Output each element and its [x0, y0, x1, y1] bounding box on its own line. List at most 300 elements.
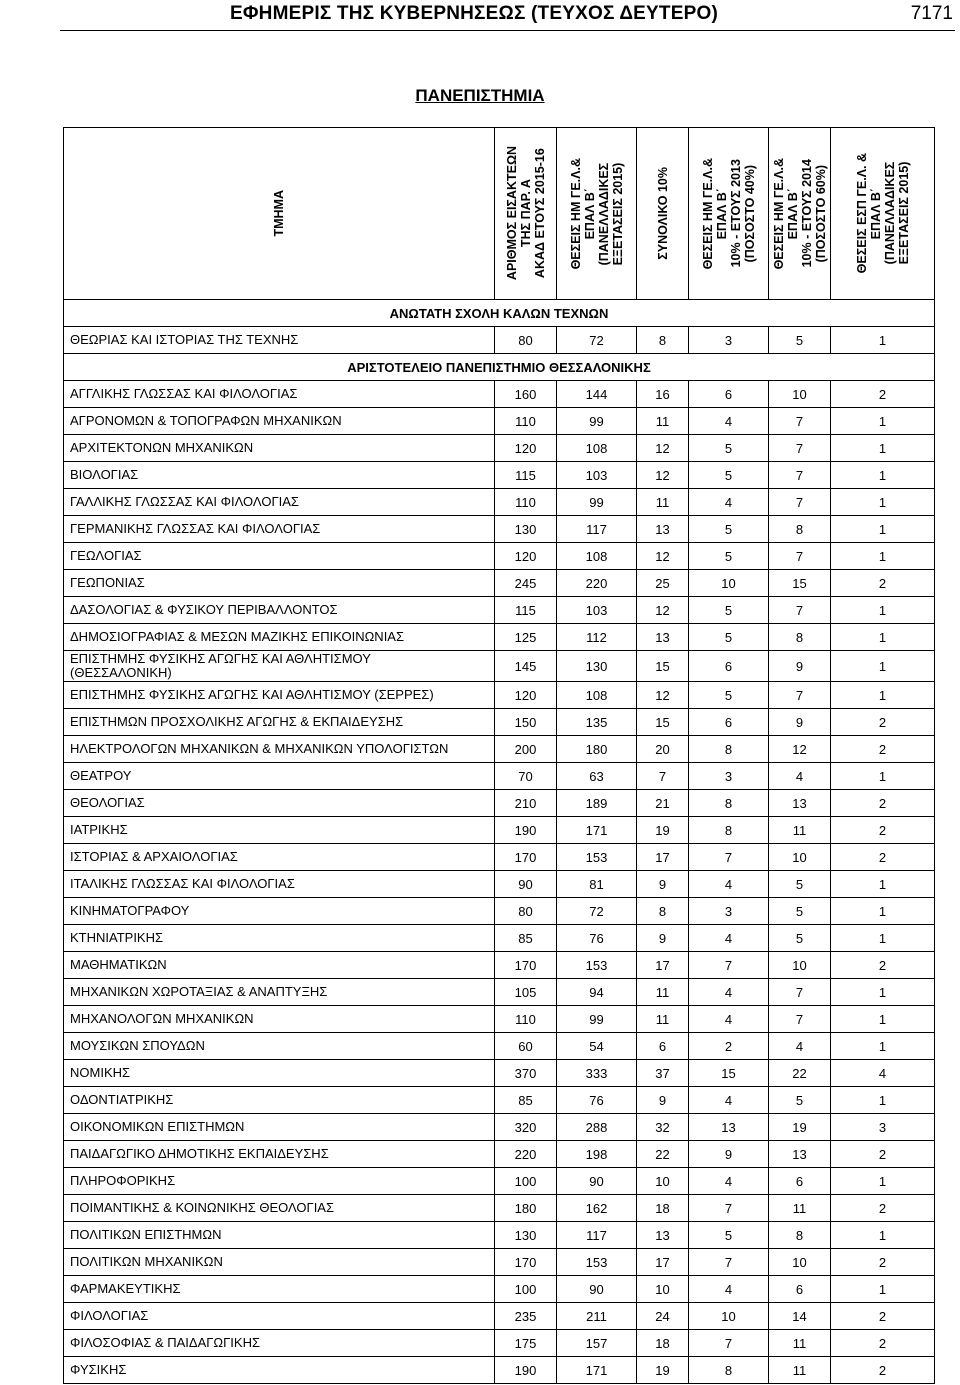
value-cell: 135 — [557, 709, 637, 736]
value-cell: 115 — [495, 597, 557, 624]
column-header-admissions — [495, 128, 557, 300]
table-row — [64, 1006, 935, 1033]
value-cell: 80 — [495, 898, 557, 925]
value-cell: 15 — [637, 651, 689, 682]
value-cell: 333 — [557, 1060, 637, 1087]
department-name: ΟΔΟΝΤΙΑΤΡΙΚΗΣ — [64, 1087, 495, 1114]
gazette-title: ΕΦΗΜΕΡΙΣ ΤΗΣ ΚΥΒΕΡΝΗΣΕΩΣ (ΤΕΥΧΟΣ ΔΕΥΤΕΡΟ) — [230, 3, 718, 24]
table-row — [64, 844, 935, 871]
column-header-line: ΕΠΑΛ Β΄ — [868, 187, 883, 240]
department-name: ΕΠΙΣΤΗΜΗΣ ΦΥΣΙΚΗΣ ΑΓΩΓΗΣ ΚΑΙ ΑΘΛΗΤΙΣΜΟΥ (ΣΕΡΡΕΣ) — [64, 682, 495, 709]
value-cell: 120 — [495, 682, 557, 709]
value-cell: 1 — [831, 898, 935, 925]
table-row — [64, 1087, 935, 1114]
department-name: ΦΥΣΙΚΗΣ — [64, 1357, 495, 1384]
value-cell: 60 — [495, 1033, 557, 1060]
value-cell: 171 — [557, 817, 637, 844]
table-row — [64, 435, 935, 462]
value-cell: 3 — [689, 763, 769, 790]
value-cell: 130 — [495, 516, 557, 543]
institution-name: ΑΡΙΣΤΟΤΕΛΕΙΟ ΠΑΝΕΠΙΣΤΗΜΙΟ ΘΕΣΣΑΛΟΝΙΚΗΣ — [64, 354, 935, 381]
table-row — [64, 597, 935, 624]
column-header-line: ΕΞΕΤΑΣΕΙΣ 2015) — [896, 162, 911, 265]
institution-row — [64, 300, 935, 327]
table-row — [64, 817, 935, 844]
value-cell: 170 — [495, 844, 557, 871]
value-cell: 160 — [495, 381, 557, 408]
value-cell: 85 — [495, 1087, 557, 1114]
table-row — [64, 1303, 935, 1330]
value-cell: 1 — [831, 1006, 935, 1033]
column-header-line: (ΠΑΝΕΛΛΑΔΙΚΕΣ — [596, 162, 611, 265]
value-cell: 198 — [557, 1141, 637, 1168]
value-cell: 99 — [557, 489, 637, 516]
column-header-line: ΘΕΣΕΙΣ ΗΜ ΓΕ.Λ.& — [771, 157, 786, 270]
value-cell: 6 — [689, 709, 769, 736]
value-cell: 120 — [495, 435, 557, 462]
column-header-2014 — [769, 128, 831, 300]
value-cell: 15 — [637, 709, 689, 736]
value-cell: 4 — [689, 1087, 769, 1114]
department-name: ΙΣΤΟΡΙΑΣ & ΑΡΧΑΙΟΛΟΓΙΑΣ — [64, 844, 495, 871]
table-body — [64, 300, 935, 1384]
value-cell: 1 — [831, 925, 935, 952]
value-cell: 13 — [637, 1222, 689, 1249]
table-row — [64, 790, 935, 817]
department-name: ΙΤΑΛΙΚΗΣ ΓΛΩΣΣΑΣ ΚΑΙ ΦΙΛΟΛΟΓΙΑΣ — [64, 871, 495, 898]
table-row — [64, 327, 935, 354]
value-cell: 100 — [495, 1168, 557, 1195]
value-cell: 22 — [769, 1060, 831, 1087]
department-name: ΠΛΗΡΟΦΟΡΙΚΗΣ — [64, 1168, 495, 1195]
column-header-line: ΤΗΣ ΠΑΡ. Α — [518, 179, 533, 248]
value-cell: 103 — [557, 462, 637, 489]
value-cell: 1 — [831, 435, 935, 462]
value-cell: 117 — [557, 1222, 637, 1249]
department-name: ΠΟΙΜΑΝΤΙΚΗΣ & ΚΟΙΝΩΝΙΚΗΣ ΘΕΟΛΟΓΙΑΣ — [64, 1195, 495, 1222]
value-cell: 108 — [557, 682, 637, 709]
value-cell: 1 — [831, 1222, 935, 1249]
value-cell: 7 — [769, 682, 831, 709]
column-header-line: ΕΠΑΛ Β΄ — [714, 187, 729, 240]
table-row — [64, 763, 935, 790]
admissions-table — [63, 127, 935, 1384]
value-cell: 7 — [769, 435, 831, 462]
column-header-line: (ΠΟΣΟΣΤΟ 40%) — [742, 164, 757, 263]
table-row — [64, 952, 935, 979]
value-cell: 11 — [637, 489, 689, 516]
value-cell: 180 — [557, 736, 637, 763]
value-cell: 5 — [689, 682, 769, 709]
value-cell: 17 — [637, 1249, 689, 1276]
value-cell: 18 — [637, 1330, 689, 1357]
value-cell: 10 — [689, 1303, 769, 1330]
value-cell: 1 — [831, 516, 935, 543]
value-cell: 3 — [689, 898, 769, 925]
table-row — [64, 709, 935, 736]
table-row — [64, 871, 935, 898]
value-cell: 12 — [637, 435, 689, 462]
value-cell: 175 — [495, 1330, 557, 1357]
column-header-line: ΘΕΣΕΙΣ ΕΣΠ ΓΕ.Λ. & — [854, 153, 869, 274]
table-row — [64, 570, 935, 597]
value-cell: 1 — [831, 979, 935, 1006]
table-row — [64, 489, 935, 516]
value-cell: 6 — [769, 1276, 831, 1303]
value-cell: 4 — [831, 1060, 935, 1087]
value-cell: 10 — [769, 381, 831, 408]
table-row — [64, 624, 935, 651]
value-cell: 11 — [769, 817, 831, 844]
value-cell: 37 — [637, 1060, 689, 1087]
value-cell: 10 — [689, 570, 769, 597]
table-row — [64, 408, 935, 435]
value-cell: 2 — [689, 1033, 769, 1060]
department-name: ΙΑΤΡΙΚΗΣ — [64, 817, 495, 844]
value-cell: 76 — [557, 925, 637, 952]
value-cell: 2 — [831, 381, 935, 408]
value-cell: 1 — [831, 763, 935, 790]
value-cell: 4 — [689, 925, 769, 952]
table-row — [64, 1330, 935, 1357]
table-row — [64, 1249, 935, 1276]
value-cell: 54 — [557, 1033, 637, 1060]
table-header-row — [64, 128, 935, 300]
value-cell: 90 — [557, 1168, 637, 1195]
value-cell: 153 — [557, 844, 637, 871]
value-cell: 9 — [769, 651, 831, 682]
value-cell: 2 — [831, 817, 935, 844]
department-name: ΕΠΙΣΤΗΜΗΣ ΦΥΣΙΚΗΣ ΑΓΩΓΗΣ ΚΑΙ ΑΘΛΗΤΙΣΜΟΥ (ΘΕΣΣΑΛΟΝΙΚΗ) — [64, 651, 495, 682]
value-cell: 8 — [769, 1222, 831, 1249]
table-row — [64, 462, 935, 489]
value-cell: 112 — [557, 624, 637, 651]
column-header-department — [64, 128, 495, 300]
value-cell: 171 — [557, 1357, 637, 1384]
value-cell: 25 — [637, 570, 689, 597]
value-cell: 19 — [769, 1114, 831, 1141]
value-cell: 200 — [495, 736, 557, 763]
value-cell: 81 — [557, 871, 637, 898]
value-cell: 2 — [831, 790, 935, 817]
department-name: ΜΟΥΣΙΚΩΝ ΣΠΟΥΔΩΝ — [64, 1033, 495, 1060]
value-cell: 5 — [769, 327, 831, 354]
value-cell: 6 — [689, 381, 769, 408]
value-cell: 9 — [689, 1141, 769, 1168]
value-cell: 12 — [769, 736, 831, 763]
value-cell: 190 — [495, 1357, 557, 1384]
department-name: ΝΟΜΙΚΗΣ — [64, 1060, 495, 1087]
value-cell: 11 — [769, 1330, 831, 1357]
page-number: 7171 — [910, 3, 953, 24]
table-row — [64, 1141, 935, 1168]
institution-row — [64, 354, 935, 381]
value-cell: 1 — [831, 651, 935, 682]
value-cell: 15 — [689, 1060, 769, 1087]
value-cell: 220 — [495, 1141, 557, 1168]
value-cell: 153 — [557, 1249, 637, 1276]
department-name: ΘΕΑΤΡΟΥ — [64, 763, 495, 790]
department-name: ΗΛΕΚΤΡΟΛΟΓΩΝ ΜΗΧΑΝΙΚΩΝ & ΜΗΧΑΝΙΚΩΝ ΥΠΟΛΟΓΙΣΤΩΝ — [64, 736, 495, 763]
table-row — [64, 979, 935, 1006]
value-cell: 190 — [495, 817, 557, 844]
value-cell: 12 — [637, 682, 689, 709]
department-name: ΜΗΧΑΝΙΚΩΝ ΧΩΡΟΤΑΞΙΑΣ & ΑΝΑΠΤΥΞΗΣ — [64, 979, 495, 1006]
value-cell: 5 — [689, 1222, 769, 1249]
value-cell: 19 — [637, 817, 689, 844]
value-cell: 13 — [637, 516, 689, 543]
value-cell: 1 — [831, 489, 935, 516]
value-cell: 170 — [495, 1249, 557, 1276]
value-cell: 63 — [557, 763, 637, 790]
value-cell: 11 — [637, 979, 689, 1006]
value-cell: 110 — [495, 1006, 557, 1033]
value-cell: 115 — [495, 462, 557, 489]
value-cell: 10 — [769, 1249, 831, 1276]
value-cell: 145 — [495, 651, 557, 682]
value-cell: 19 — [637, 1357, 689, 1384]
department-name: ΦΙΛΟΛΟΓΙΑΣ — [64, 1303, 495, 1330]
value-cell: 5 — [769, 925, 831, 952]
value-cell: 103 — [557, 597, 637, 624]
table-row — [64, 925, 935, 952]
value-cell: 5 — [689, 543, 769, 570]
value-cell: 105 — [495, 979, 557, 1006]
value-cell: 99 — [557, 1006, 637, 1033]
department-name: ΒΙΟΛΟΓΙΑΣ — [64, 462, 495, 489]
value-cell: 245 — [495, 570, 557, 597]
table-row — [64, 1357, 935, 1384]
value-cell: 13 — [689, 1114, 769, 1141]
value-cell: 153 — [557, 952, 637, 979]
value-cell: 5 — [689, 516, 769, 543]
value-cell: 99 — [557, 408, 637, 435]
value-cell: 80 — [495, 327, 557, 354]
value-cell: 7 — [769, 979, 831, 1006]
value-cell: 2 — [831, 1249, 935, 1276]
column-header-line: (ΠΟΣΟΣΤΟ 60%) — [813, 164, 828, 263]
column-header-line: ΘΕΣΕΙΣ ΗΜ ΓΕ.Λ.& — [568, 157, 583, 270]
value-cell: 2 — [831, 1195, 935, 1222]
value-cell: 1 — [831, 327, 935, 354]
institution-name: ΑΝΩΤΑΤΗ ΣΧΟΛΗ ΚΑΛΩΝ ΤΕΧΝΩΝ — [64, 300, 935, 327]
table-row — [64, 736, 935, 763]
value-cell: 11 — [637, 408, 689, 435]
value-cell: 2 — [831, 1357, 935, 1384]
department-name: ΑΓΡΟΝΟΜΩΝ & ΤΟΠΟΓΡΑΦΩΝ ΜΗΧΑΝΙΚΩΝ — [64, 408, 495, 435]
value-cell: 1 — [831, 682, 935, 709]
value-cell: 5 — [769, 871, 831, 898]
value-cell: 100 — [495, 1276, 557, 1303]
column-header-esp — [831, 128, 935, 300]
table-row — [64, 1033, 935, 1060]
value-cell: 4 — [689, 1168, 769, 1195]
value-cell: 9 — [637, 1087, 689, 1114]
column-header-line: ΤΜΗΜΑ — [272, 190, 286, 237]
department-name: ΓΕΡΜΑΝΙΚΗΣ ΓΛΩΣΣΑΣ ΚΑΙ ΦΙΛΟΛΟΓΙΑΣ — [64, 516, 495, 543]
value-cell: 94 — [557, 979, 637, 1006]
value-cell: 5 — [769, 898, 831, 925]
value-cell: 8 — [689, 817, 769, 844]
table-row — [64, 1195, 935, 1222]
value-cell: 7 — [637, 763, 689, 790]
value-cell: 320 — [495, 1114, 557, 1141]
value-cell: 1 — [831, 624, 935, 651]
value-cell: 157 — [557, 1330, 637, 1357]
value-cell: 21 — [637, 790, 689, 817]
value-cell: 7 — [769, 408, 831, 435]
department-name: ΠΟΛΙΤΙΚΩΝ ΜΗΧΑΝΙΚΩΝ — [64, 1249, 495, 1276]
table-row — [64, 1222, 935, 1249]
value-cell: 4 — [769, 763, 831, 790]
department-name: ΕΠΙΣΤΗΜΩΝ ΠΡΟΣΧΟΛΙΚΗΣ ΑΓΩΓΗΣ & ΕΚΠΑΙΔΕΥΣΗΣ — [64, 709, 495, 736]
value-cell: 1 — [831, 871, 935, 898]
value-cell: 72 — [557, 898, 637, 925]
value-cell: 1 — [831, 1168, 935, 1195]
value-cell: 90 — [557, 1276, 637, 1303]
value-cell: 120 — [495, 543, 557, 570]
department-name: ΔΑΣΟΛΟΓΙΑΣ & ΦΥΣΙΚΟΥ ΠΕΡΙΒΑΛΛΟΝΤΟΣ — [64, 597, 495, 624]
department-name: ΓΑΛΛΙΚΗΣ ΓΛΩΣΣΑΣ ΚΑΙ ΦΙΛΟΛΟΓΙΑΣ — [64, 489, 495, 516]
value-cell: 1 — [831, 543, 935, 570]
value-cell: 9 — [637, 871, 689, 898]
value-cell: 8 — [769, 624, 831, 651]
value-cell: 8 — [689, 790, 769, 817]
value-cell: 15 — [769, 570, 831, 597]
table-row — [64, 898, 935, 925]
value-cell: 2 — [831, 736, 935, 763]
value-cell: 10 — [637, 1168, 689, 1195]
value-cell: 5 — [689, 624, 769, 651]
department-name: ΦΑΡΜΑΚΕΥΤΙΚΗΣ — [64, 1276, 495, 1303]
value-cell: 8 — [689, 1357, 769, 1384]
value-cell: 20 — [637, 736, 689, 763]
value-cell: 13 — [769, 790, 831, 817]
column-header-line: ΘΕΣΕΙΣ ΗΜ ΓΕ.Λ.& — [700, 157, 715, 270]
value-cell: 1 — [831, 1276, 935, 1303]
value-cell: 1 — [831, 597, 935, 624]
column-header-line: ΕΞΕΤΑΣΕΙΣ 2015) — [610, 162, 625, 265]
value-cell: 7 — [769, 489, 831, 516]
value-cell: 2 — [831, 952, 935, 979]
value-cell: 24 — [637, 1303, 689, 1330]
value-cell: 5 — [689, 435, 769, 462]
department-name: ΚΙΝΗΜΑΤΟΓΡΑΦΟΥ — [64, 898, 495, 925]
value-cell: 12 — [637, 543, 689, 570]
column-header-line: 10% - ΕΤΟΥΣ 2014 — [799, 159, 814, 268]
value-cell: 150 — [495, 709, 557, 736]
value-cell: 72 — [557, 327, 637, 354]
value-cell: 70 — [495, 763, 557, 790]
value-cell: 10 — [769, 952, 831, 979]
department-name: ΚΤΗΝΙΑΤΡΙΚΗΣ — [64, 925, 495, 952]
value-cell: 2 — [831, 844, 935, 871]
value-cell: 170 — [495, 952, 557, 979]
value-cell: 7 — [689, 1195, 769, 1222]
table-row — [64, 651, 935, 682]
value-cell: 13 — [637, 624, 689, 651]
department-name: ΘΕΟΛΟΓΙΑΣ — [64, 790, 495, 817]
value-cell: 2 — [831, 1330, 935, 1357]
value-cell: 7 — [689, 952, 769, 979]
value-cell: 7 — [769, 543, 831, 570]
table-row — [64, 543, 935, 570]
column-header-line: ΣΥΝΟΛΙΚΟ 10% — [655, 167, 670, 260]
value-cell: 16 — [637, 381, 689, 408]
department-name: ΓΕΩΠΟΝΙΑΣ — [64, 570, 495, 597]
department-name: ΓΕΩΛΟΓΙΑΣ — [64, 543, 495, 570]
value-cell: 6 — [689, 651, 769, 682]
value-cell: 10 — [769, 844, 831, 871]
column-header-line: ΕΠΑΛ Β΄ — [582, 187, 597, 240]
column-header-line: 10% - ΕΤΟΥΣ 2013 — [728, 159, 743, 268]
value-cell: 6 — [769, 1168, 831, 1195]
value-cell: 220 — [557, 570, 637, 597]
page-header — [60, 0, 955, 31]
value-cell: 162 — [557, 1195, 637, 1222]
value-cell: 9 — [637, 925, 689, 952]
value-cell: 12 — [637, 597, 689, 624]
department-name: ΟΙΚΟΝΟΜΙΚΩΝ ΕΠΙΣΤΗΜΩΝ — [64, 1114, 495, 1141]
column-header-2013 — [689, 128, 769, 300]
department-name: ΠΟΛΙΤΙΚΩΝ ΕΠΙΣΤΗΜΩΝ — [64, 1222, 495, 1249]
value-cell: 17 — [637, 844, 689, 871]
value-cell: 5 — [689, 462, 769, 489]
department-name: ΘΕΩΡΙΑΣ ΚΑΙ ΙΣΤΟΡΙΑΣ ΤΗΣ ΤΕΧΝΗΣ — [64, 327, 495, 354]
value-cell: 22 — [637, 1141, 689, 1168]
value-cell: 4 — [689, 1276, 769, 1303]
department-name: ΜΗΧΑΝΟΛΟΓΩΝ ΜΗΧΑΝΙΚΩΝ — [64, 1006, 495, 1033]
table-row — [64, 1060, 935, 1087]
value-cell: 2 — [831, 1303, 935, 1330]
value-cell: 4 — [689, 871, 769, 898]
value-cell: 4 — [689, 408, 769, 435]
value-cell: 7 — [689, 1249, 769, 1276]
value-cell: 76 — [557, 1087, 637, 1114]
value-cell: 7 — [689, 844, 769, 871]
column-header-line: (ΠΑΝΕΛΛΑΔΙΚΕΣ — [882, 162, 897, 265]
value-cell: 10 — [637, 1276, 689, 1303]
value-cell: 11 — [637, 1006, 689, 1033]
section-title: ΠΑΝΕΠΙΣΤΗΜΙΑ — [415, 86, 545, 105]
value-cell: 13 — [769, 1141, 831, 1168]
department-name: ΠΑΙΔΑΓΩΓΙΚΟ ΔΗΜΟΤΙΚΗΣ ΕΚΠΑΙΔΕΥΣΗΣ — [64, 1141, 495, 1168]
value-cell: 9 — [769, 709, 831, 736]
value-cell: 3 — [689, 327, 769, 354]
value-cell: 90 — [495, 871, 557, 898]
value-cell: 7 — [689, 1330, 769, 1357]
value-cell: 85 — [495, 925, 557, 952]
column-header-general-lyceum — [557, 128, 637, 300]
value-cell: 3 — [831, 1114, 935, 1141]
table-row — [64, 1114, 935, 1141]
table-row — [64, 381, 935, 408]
value-cell: 1 — [831, 462, 935, 489]
value-cell: 7 — [769, 1006, 831, 1033]
value-cell: 1 — [831, 1087, 935, 1114]
value-cell: 1 — [831, 1033, 935, 1060]
department-name: ΦΙΛΟΣΟΦΙΑΣ & ΠΑΙΔΑΓΩΓΙΚΗΣ — [64, 1330, 495, 1357]
value-cell: 8 — [637, 898, 689, 925]
value-cell: 1 — [831, 408, 935, 435]
value-cell: 108 — [557, 543, 637, 570]
value-cell: 11 — [769, 1195, 831, 1222]
value-cell: 7 — [769, 597, 831, 624]
value-cell: 18 — [637, 1195, 689, 1222]
column-header-line: ΕΠΑΛ Β΄ — [785, 187, 800, 240]
value-cell: 17 — [637, 952, 689, 979]
value-cell: 110 — [495, 489, 557, 516]
